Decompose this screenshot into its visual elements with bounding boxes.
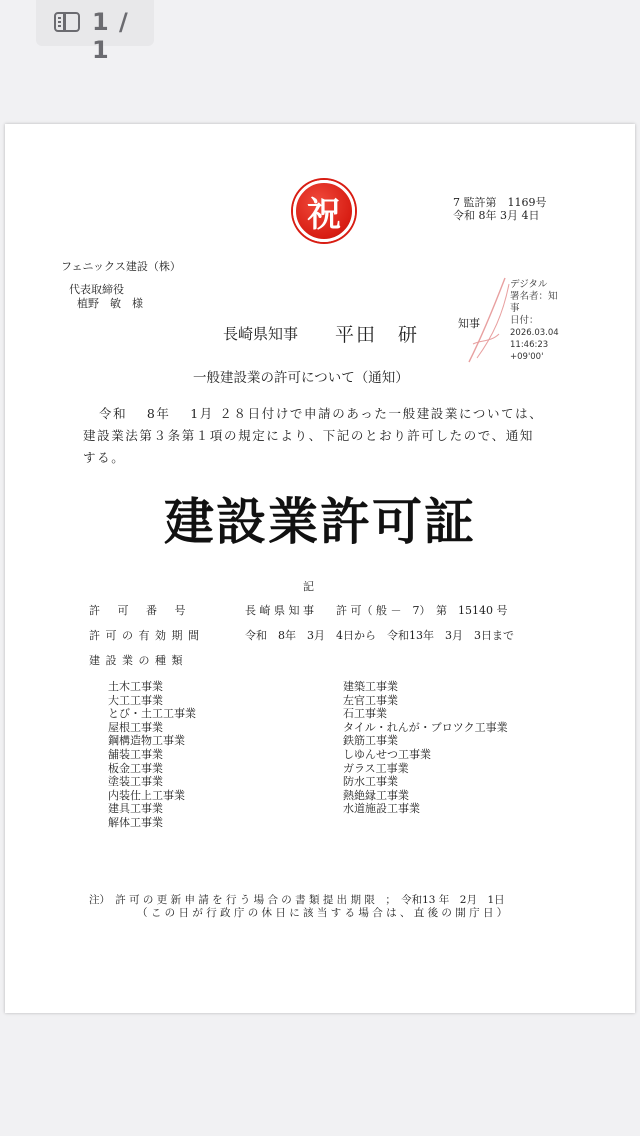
digital-signature: デジタル 署名者：知 事 日付： 2026.03.04 11:46:23 +09'00' (510, 279, 559, 362)
list-item: 舗装工事業 (108, 747, 163, 761)
list-item: 水道施設工事業 (343, 802, 420, 816)
business-types-label: 建 設 業 の 種 類 (89, 654, 184, 667)
body-line-2: 建設業法第３条第１項の規定により、下記のとおり許可したので、通知 (83, 428, 534, 443)
representative-name: 植野 敏 様 (77, 297, 143, 310)
list-item: 塗装工事業 (108, 775, 163, 789)
chiji-label: 知事 (458, 317, 480, 330)
body-line-1: 令和 8年 1月 ２８日付けで申請のあった一般建設業については、 (99, 406, 544, 421)
note-line-2: （ こ の 日 が 行 政 庁 の 休 日 に 該 当 す る 場 合 は 、 直 後 の 開 庁 日 ） (137, 907, 508, 919)
page-count: 1 / 1 (92, 8, 129, 64)
list-item: 鉄筋工事業 (343, 734, 398, 748)
governor-name: 平田 研 (335, 324, 420, 346)
list-item: 土木工事業 (108, 680, 163, 693)
list-item: 左官工事業 (343, 693, 398, 707)
page-indicator-bar[interactable] (36, 0, 154, 64)
list-item: タイル・れんが・ブロツク工事業 (343, 720, 508, 734)
ki-mark: 記 (303, 580, 314, 593)
reference-number: 7 監許第 1169号 (453, 196, 547, 209)
list-item: 熱絶縁工事業 (343, 788, 409, 802)
reference-date: 令和 8年 3月 4日 (453, 209, 540, 222)
body-line-3: する。 (83, 450, 126, 465)
list-item: 板金工事業 (108, 761, 163, 775)
permit-number-value: 長 崎 県 知 事 許 可（ 般 － 7） 第 15140 号 (245, 604, 508, 617)
list-item: ガラス工事業 (343, 761, 409, 775)
types-list-left (108, 680, 196, 830)
big-title: 建設業許可証 (164, 493, 476, 551)
list-item: 建具工事業 (108, 802, 163, 816)
governor-label: 長崎県知事 (223, 325, 299, 343)
celebration-stamp: 祝 (293, 180, 355, 242)
list-item: しゆんせつ工事業 (343, 747, 431, 761)
permit-number-label: 許 可 番 号 (89, 604, 187, 617)
subject-line: 一般建設業の許可について（通知） (193, 370, 409, 386)
types-list-right (343, 680, 508, 816)
list-item: 内装仕上工事業 (108, 788, 185, 802)
sidebar-icon[interactable] (54, 12, 80, 32)
note-line-1: 注） 許 可 の 更 新 申 請 を 行 う 場 合 の 書 類 提 出 期 限 ； 令和13 年 2月 1日 (89, 894, 505, 906)
representative-title: 代表取締役 (69, 283, 124, 296)
document-page (5, 124, 635, 1013)
signature-mark (465, 274, 513, 366)
list-item: 防水工事業 (343, 775, 398, 789)
list-item: 石工事業 (343, 707, 387, 721)
list-item: 建築工事業 (343, 680, 398, 693)
list-item: 屋根工事業 (108, 720, 163, 734)
validity-label: 許 可 の 有 効 期 間 (89, 629, 200, 642)
company-name: フェニックス建設（株） (61, 260, 181, 273)
list-item: とび・土工工事業 (108, 707, 196, 721)
validity-value: 令和 8年 3月 4日から 令和13年 3月 3日まで (245, 629, 514, 642)
list-item: 大工工事業 (108, 693, 163, 707)
list-item: 鋼構造物工事業 (108, 734, 185, 748)
list-item: 解体工事業 (108, 815, 163, 829)
